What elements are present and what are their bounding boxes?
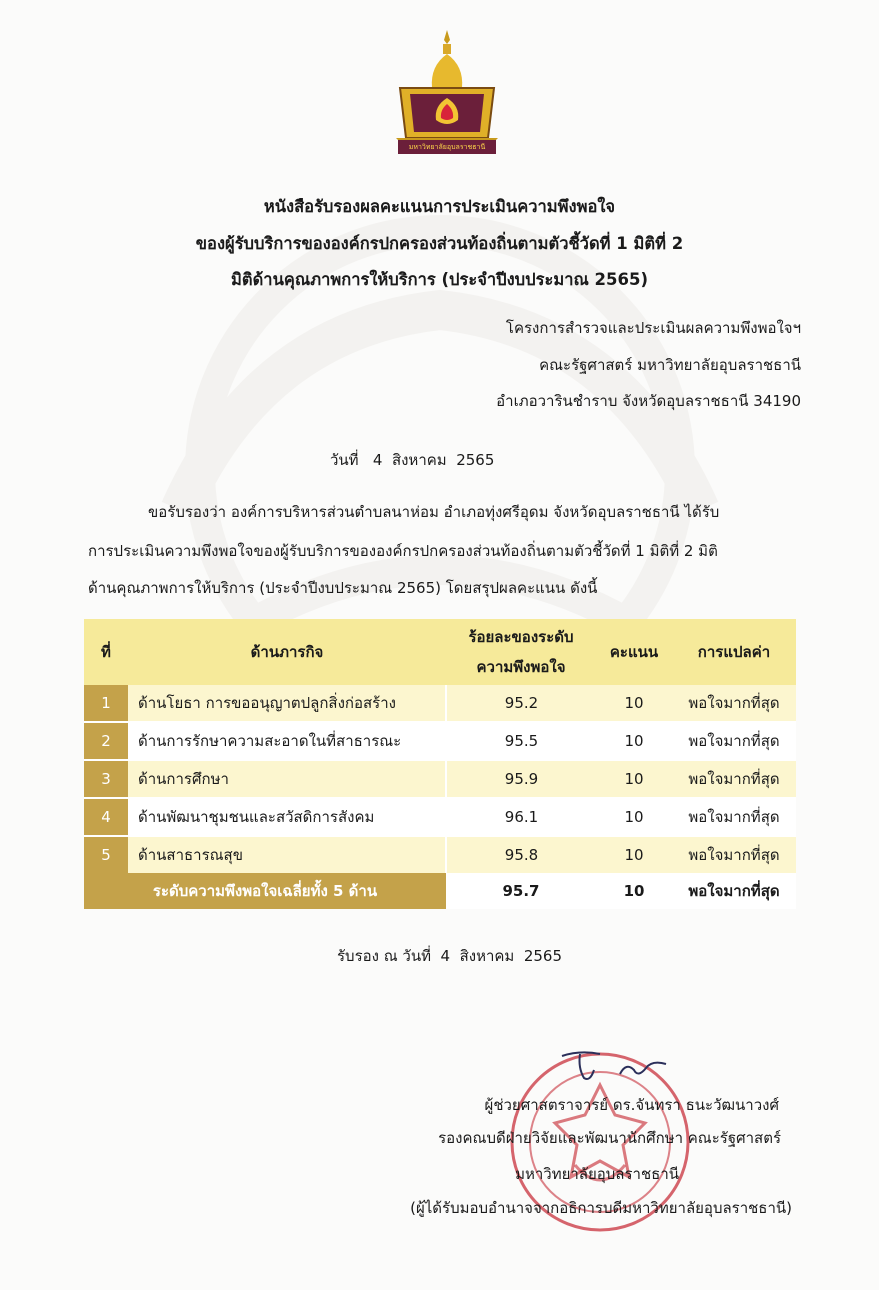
row-percent: 95.5 [446, 722, 596, 760]
row-percent: 96.1 [446, 798, 596, 836]
body-line-3: ด้านคุณภาพการให้บริการ (ประจำปีงบประมาณ 2565) โดยสรุปผลคะแนน ดังนี้ [88, 579, 598, 597]
row-interpretation: พอใจมากที่สุด [672, 760, 796, 798]
issue-date: วันที่ 4 สิงหาคม 2565 [330, 451, 495, 469]
average-percent: 95.7 [446, 873, 596, 909]
row-score: 10 [596, 836, 672, 873]
row-mission: ด้านสาธารณสุข [128, 836, 446, 873]
address-line-2: คณะรัฐศาสตร์ มหาวิทยาลัยอุบลราชธานี [539, 356, 801, 374]
title-line-2: ของผู้รับบริการขององค์กรปกครองส่วนท้องถิ่นตามตัวชี้วัดที่ 1 มิติที่ 2 [195, 234, 684, 253]
signatory-position: รองคณบดีฝ่ายวิจัยและพัฒนานักศึกษา คณะรัฐศาสตร์ [438, 1129, 781, 1147]
row-number: 3 [84, 760, 128, 798]
row-interpretation: พอใจมากที่สุด [672, 722, 796, 760]
row-percent: 95.9 [446, 760, 596, 798]
certified-date: รับรอง ณ วันที่ 4 สิงหาคม 2565 [337, 947, 563, 965]
header-interpretation: การแปลค่า [672, 619, 796, 685]
title-line-3: มิติด้านคุณภาพการให้บริการ (ประจำปีงบประมาณ 2565) [231, 270, 648, 289]
header-percent-line-1: ร้อยละของระดับ [468, 628, 574, 646]
table-row [84, 685, 796, 722]
header-score: คะแนน [596, 619, 672, 685]
table-row [84, 722, 796, 760]
address-line-1: โครงการสำรวจและประเมินผลความพึงพอใจฯ [505, 319, 801, 337]
row-interpretation: พอใจมากที่สุด [672, 685, 796, 722]
row-percent: 95.2 [446, 685, 596, 722]
title-line-1: หนังสือรับรองผลคะแนนการประเมินความพึงพอใจ [263, 197, 616, 216]
row-number: 1 [84, 685, 128, 722]
row-mission: ด้านการรักษาความสะอาดในที่สาธารณะ [128, 722, 446, 760]
table-row [84, 798, 796, 836]
header-no: ที่ [84, 619, 128, 685]
table-row [84, 760, 796, 798]
average-score: 10 [596, 873, 672, 909]
row-percent: 95.8 [446, 836, 596, 873]
row-score: 10 [596, 798, 672, 836]
row-score: 10 [596, 760, 672, 798]
row-mission: ด้านการศึกษา [128, 760, 446, 798]
signatory-university: มหาวิทยาลัยอุบลราชธานี [515, 1165, 679, 1183]
table-header-row [84, 619, 796, 685]
row-interpretation: พอใจมากที่สุด [672, 798, 796, 836]
handwritten-signature [560, 1048, 670, 1088]
table-average-row [84, 873, 796, 909]
row-number: 4 [84, 798, 128, 836]
university-logo [392, 26, 502, 156]
row-score: 10 [596, 722, 672, 760]
address-line-3: อำเภอวารินชำราบ จังหวัดอุบลราชธานี 34190 [496, 392, 801, 410]
signatory-name: ผู้ช่วยศาสตราจารย์ ดร.จันทรา ธนะวัฒนาวงศ์ [484, 1096, 779, 1114]
header-percent [446, 619, 596, 685]
row-mission: ด้านโยธา การขออนุญาตปลูกสิ่งก่อสร้าง [128, 685, 446, 722]
average-interpretation: พอใจมากที่สุด [672, 873, 796, 909]
body-line-1: ขอรับรองว่า องค์การบริหารส่วนตำบลนาห่อม อำเภอทุ่งศรีอุดม จังหวัดอุบลราชธานี ได้รับ [148, 503, 720, 521]
row-mission: ด้านพัฒนาชุมชนและสวัสดิการสังคม [128, 798, 446, 836]
logo-caption: มหาวิทยาลัยอุบลราชธานี [398, 140, 496, 154]
row-number: 2 [84, 722, 128, 760]
signatory-delegation: (ผู้ได้รับมอบอำนาจจากอธิการบดีมหาวิทยาลัยอุบลราชธานี) [410, 1199, 792, 1217]
average-label: ระดับความพึงพอใจเฉลี่ยทั้ง 5 ด้าน [84, 873, 446, 909]
row-number: 5 [84, 836, 128, 873]
row-score: 10 [596, 685, 672, 722]
body-line-2: การประเมินความพึงพอใจของผู้รับบริการขององค์กรปกครองส่วนท้องถิ่นตามตัวชี้วัดที่ 1 มิติที่ 2 มิติ [88, 542, 718, 560]
header-mission: ด้านภารกิจ [128, 619, 446, 685]
header-percent-line-2: ความพึงพอใจ [476, 658, 566, 676]
table-row [84, 836, 796, 873]
results-table [84, 619, 796, 909]
row-interpretation: พอใจมากที่สุด [672, 836, 796, 873]
